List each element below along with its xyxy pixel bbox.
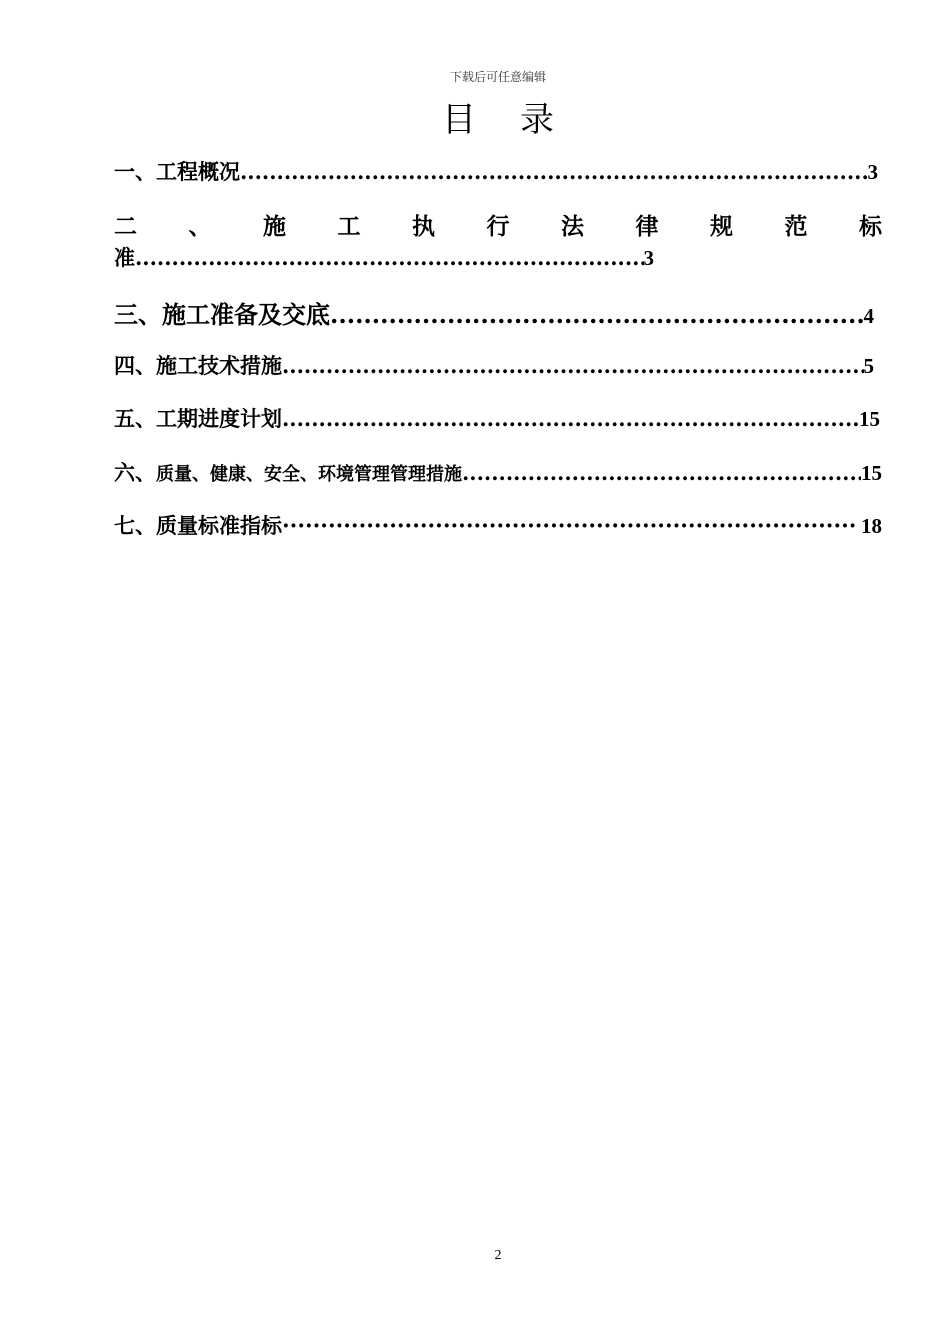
toc-entry-char: 范 <box>784 213 808 240</box>
toc-entry-page: 15 <box>861 461 882 485</box>
toc-entry-char: 执 <box>412 213 435 240</box>
toc-entry-label: 四、施工技术措施 <box>114 353 282 378</box>
toc-leader-dots <box>135 245 644 270</box>
page-number: 2 <box>494 1248 502 1263</box>
toc-entry-1[interactable] <box>114 156 882 186</box>
toc-entry-page: 4 <box>863 304 874 328</box>
toc-entry-char: 法 <box>561 213 584 240</box>
toc-leader-dots <box>462 460 861 485</box>
toc-entry-char: 工 <box>337 213 361 240</box>
toc-entry-char: 二 <box>114 213 137 240</box>
toc-entry-char: 规 <box>710 213 733 240</box>
toc-entry-label: 三、施工准备及交底 <box>114 300 330 329</box>
toc-entry-page: 3 <box>867 160 878 184</box>
toc-leader-dots <box>240 159 868 184</box>
toc-entry-6[interactable] <box>114 457 882 487</box>
toc-entry-char: 、 <box>188 213 212 240</box>
toc-entry-2[interactable] <box>114 208 882 241</box>
toc-entry-3[interactable] <box>114 295 874 330</box>
toc-entry-label: 准 <box>114 245 135 270</box>
toc-entry-label-prefix: 六、 <box>114 460 156 485</box>
toc-entry-char: 施 <box>263 213 286 240</box>
toc-entry-label: 五、工期进度计划 <box>114 406 282 431</box>
toc-entry-page: 5 <box>863 354 874 378</box>
toc-entry-page: 18 <box>861 514 882 538</box>
toc-entry-5[interactable] <box>114 403 880 433</box>
toc-leader-dots <box>282 353 864 378</box>
toc-entry-label: 七、质量标准指标 <box>114 513 282 538</box>
toc-entry-page: 15 <box>859 407 880 431</box>
toc-entry-char: 标 <box>859 213 882 240</box>
toc-entry-2-continuation[interactable] <box>114 242 654 272</box>
toc-entry-label: 一、工程概况 <box>114 159 240 184</box>
toc-entry-char: 律 <box>635 213 659 240</box>
toc-entry-label: 质量、健康、安全、环境管理管理措施 <box>156 464 462 485</box>
toc-leader-dots <box>330 300 864 329</box>
toc-entry-page: 3 <box>643 246 654 270</box>
page-title: 目录 <box>442 100 598 140</box>
toc-leader-dots <box>282 513 857 539</box>
toc-entry-4[interactable] <box>114 350 874 380</box>
header-note: 下载后可任意编辑 <box>449 70 546 84</box>
toc-entry-char: 行 <box>486 213 510 240</box>
toc-leader-dots <box>282 406 859 431</box>
toc-entry-7[interactable] <box>114 510 882 540</box>
